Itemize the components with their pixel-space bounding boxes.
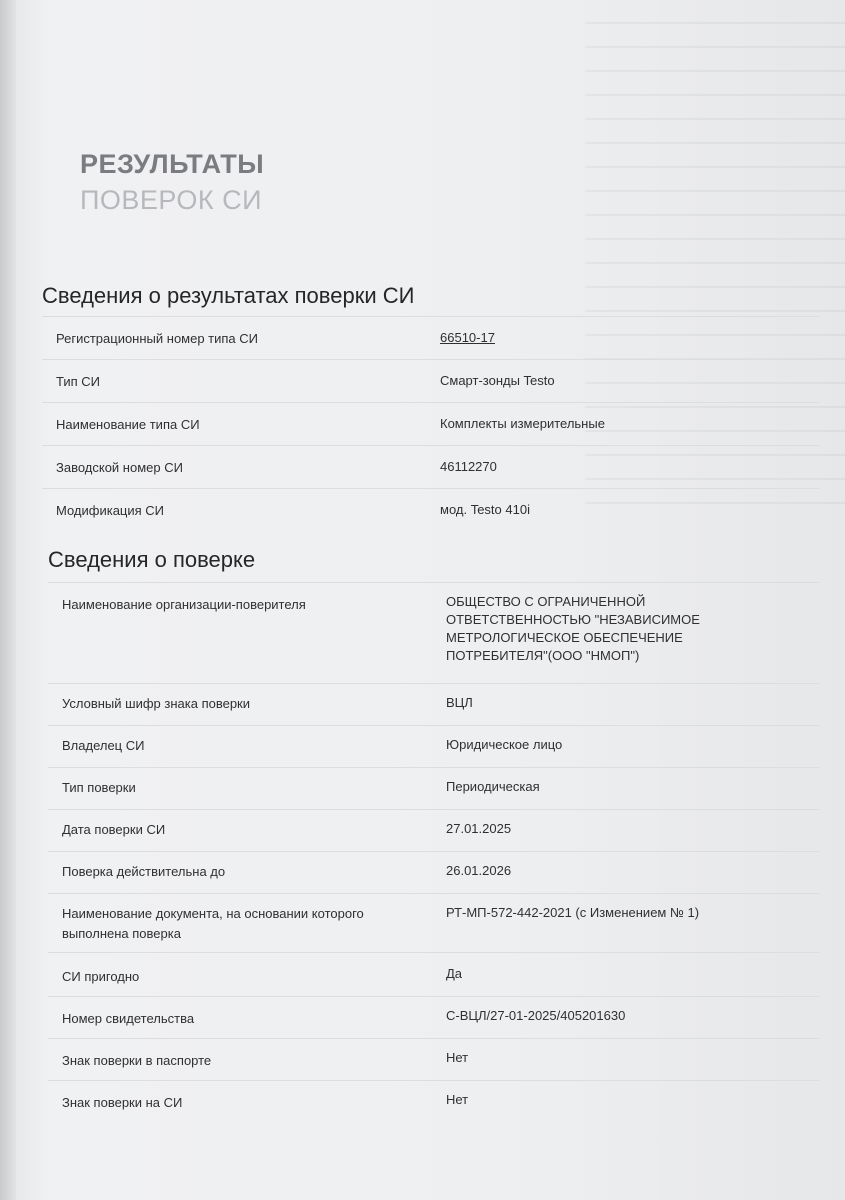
row-label: Наименование типа СИ [56, 417, 200, 432]
certificate-number: С-ВЦЛ/27-01-2025/405201630 [446, 1008, 626, 1023]
heading-line-1: РЕЗУЛЬТАТЫ [80, 149, 265, 179]
table-row [48, 809, 819, 851]
row-value: РТ-МП-572-442-2021 (с Изменением № 1) [446, 905, 700, 920]
table-row [42, 359, 819, 402]
table-row [48, 851, 819, 893]
section-title-verification-results: Сведения о результатах поверки СИ [42, 283, 415, 308]
row-label: СИ пригодно [62, 969, 140, 984]
row-value: Да [446, 966, 463, 981]
table-row [48, 1038, 819, 1080]
row-value: Смарт-зонды Testo [440, 373, 555, 388]
table-row [42, 445, 819, 488]
row-value: 26.01.2026 [446, 863, 512, 878]
row-label: Знак поверки на СИ [62, 1095, 183, 1110]
table-row [42, 316, 819, 359]
table-row [48, 1080, 819, 1122]
row-label: Модификация СИ [56, 503, 165, 518]
row-label: Условный шифр знака поверки [62, 696, 251, 711]
row-value: ОБЩЕСТВО С ОГРАНИЧЕННОЙ ОТВЕТСТВЕННОСТЬЮ "НЕЗАВИСИМОЕ МЕТРОЛОГИЧЕСКОЕ ОБЕСПЕЧЕНИЕ ПОТРЕБИТЕЛЯ"(ООО "НМОП") [446, 594, 700, 663]
row-label: Заводской номер СИ [56, 460, 183, 475]
row-value: ВЦЛ [446, 695, 473, 710]
row-value: Нет [446, 1050, 469, 1065]
table-row [48, 683, 819, 725]
table-row [48, 893, 819, 952]
row-label: Тип СИ [56, 374, 101, 389]
table-row [42, 488, 819, 531]
row-value: Нет [446, 1092, 469, 1107]
table-row [48, 582, 819, 683]
page-heading [80, 146, 264, 218]
table-row [48, 996, 819, 1038]
table-row [48, 952, 819, 996]
section-title-verification-info: Сведения о поверке [48, 547, 256, 572]
row-label: Поверка действительна до [62, 864, 226, 879]
row-value: Комплекты измерительные [440, 416, 605, 431]
row-value: 27.01.2025 [446, 821, 512, 836]
row-label: Владелец СИ [62, 738, 145, 753]
registration-number-link[interactable]: 66510-17 [440, 330, 495, 345]
row-value: 46112270 [440, 459, 497, 474]
heading-line-2: ПОВЕРОК СИ [80, 185, 262, 215]
row-label: Регистрационный номер типа СИ [56, 331, 259, 346]
row-label: Номер свидетельства [62, 1011, 195, 1026]
row-label: Наименование документа, на основании которого выполнена поверка [62, 906, 364, 941]
row-label: Знак поверки в паспорте [62, 1053, 212, 1068]
table-row [42, 402, 819, 445]
table-row [48, 725, 819, 767]
row-label: Тип поверки [62, 780, 136, 795]
row-value: мод. Testo 410i [440, 502, 530, 517]
results-table [42, 316, 819, 531]
row-value: Юридическое лицо [446, 737, 563, 752]
verification-table [48, 582, 819, 1122]
table-row [48, 767, 819, 809]
page-edge-shadow [0, 0, 16, 1200]
row-label: Дата поверки СИ [62, 822, 166, 837]
row-label: Наименование организации-поверителя [62, 597, 306, 612]
row-value: Периодическая [446, 779, 540, 794]
